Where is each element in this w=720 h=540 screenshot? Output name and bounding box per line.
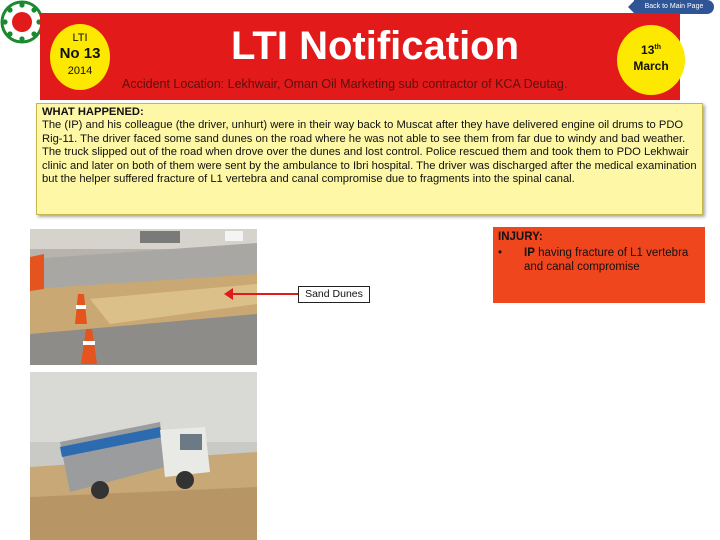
sand-dunes-photo (30, 229, 257, 365)
injury-item (498, 246, 703, 274)
injury-ip: IP (524, 247, 535, 259)
what-happened-text (42, 106, 702, 186)
badge-label: LTI (72, 32, 88, 44)
callout-arrow-line (232, 293, 298, 295)
accident-location: Accident Location: Lekhwair, Oman Oil Marketing sub contractor of KCA Deutag. (122, 77, 568, 91)
badge-number: No 13 (59, 45, 101, 62)
company-logo (0, 0, 44, 44)
date-suffix: th (654, 44, 661, 51)
overturned-truck-photo (30, 372, 257, 540)
date-badge (617, 25, 685, 95)
what-happened-body: The (IP) and his colleague (the driver, unhurt) were in their way back to Muscat after they have delivered engine oil drums to PDO Rig-11. The driver faced some sand dunes on the road where he was not able to see them from far due to windy and bad weather. The truck slipped out of the road when drove over the dunes and lost control. Police rescued them and took them to PDO Lekhwair clinic and later on both of them were sent by the ambulance to Ibri hospital. The driver was discharged after the medical examination but the helper suffered fracture of L1 vertebra and canal compromise due to fragments into the spinal canal. (42, 119, 697, 186)
injury-text (498, 230, 703, 274)
page-title: LTI Notification (230, 24, 520, 68)
date-day: 13 (641, 43, 655, 57)
sand-dunes-label: Sand Dunes (298, 286, 370, 303)
badge-year: 2014 (67, 65, 93, 77)
injury-heading: INJURY: (498, 231, 543, 243)
bullet-icon: • (498, 247, 503, 259)
injury-description: having fracture of L1 vertebra and canal compromise (524, 247, 689, 273)
date-month: March (633, 59, 669, 73)
what-happened-heading: WHAT HAPPENED: (42, 106, 144, 118)
lti-number-badge (50, 24, 110, 90)
back-to-main-button[interactable]: Back to Main Page (634, 0, 714, 14)
